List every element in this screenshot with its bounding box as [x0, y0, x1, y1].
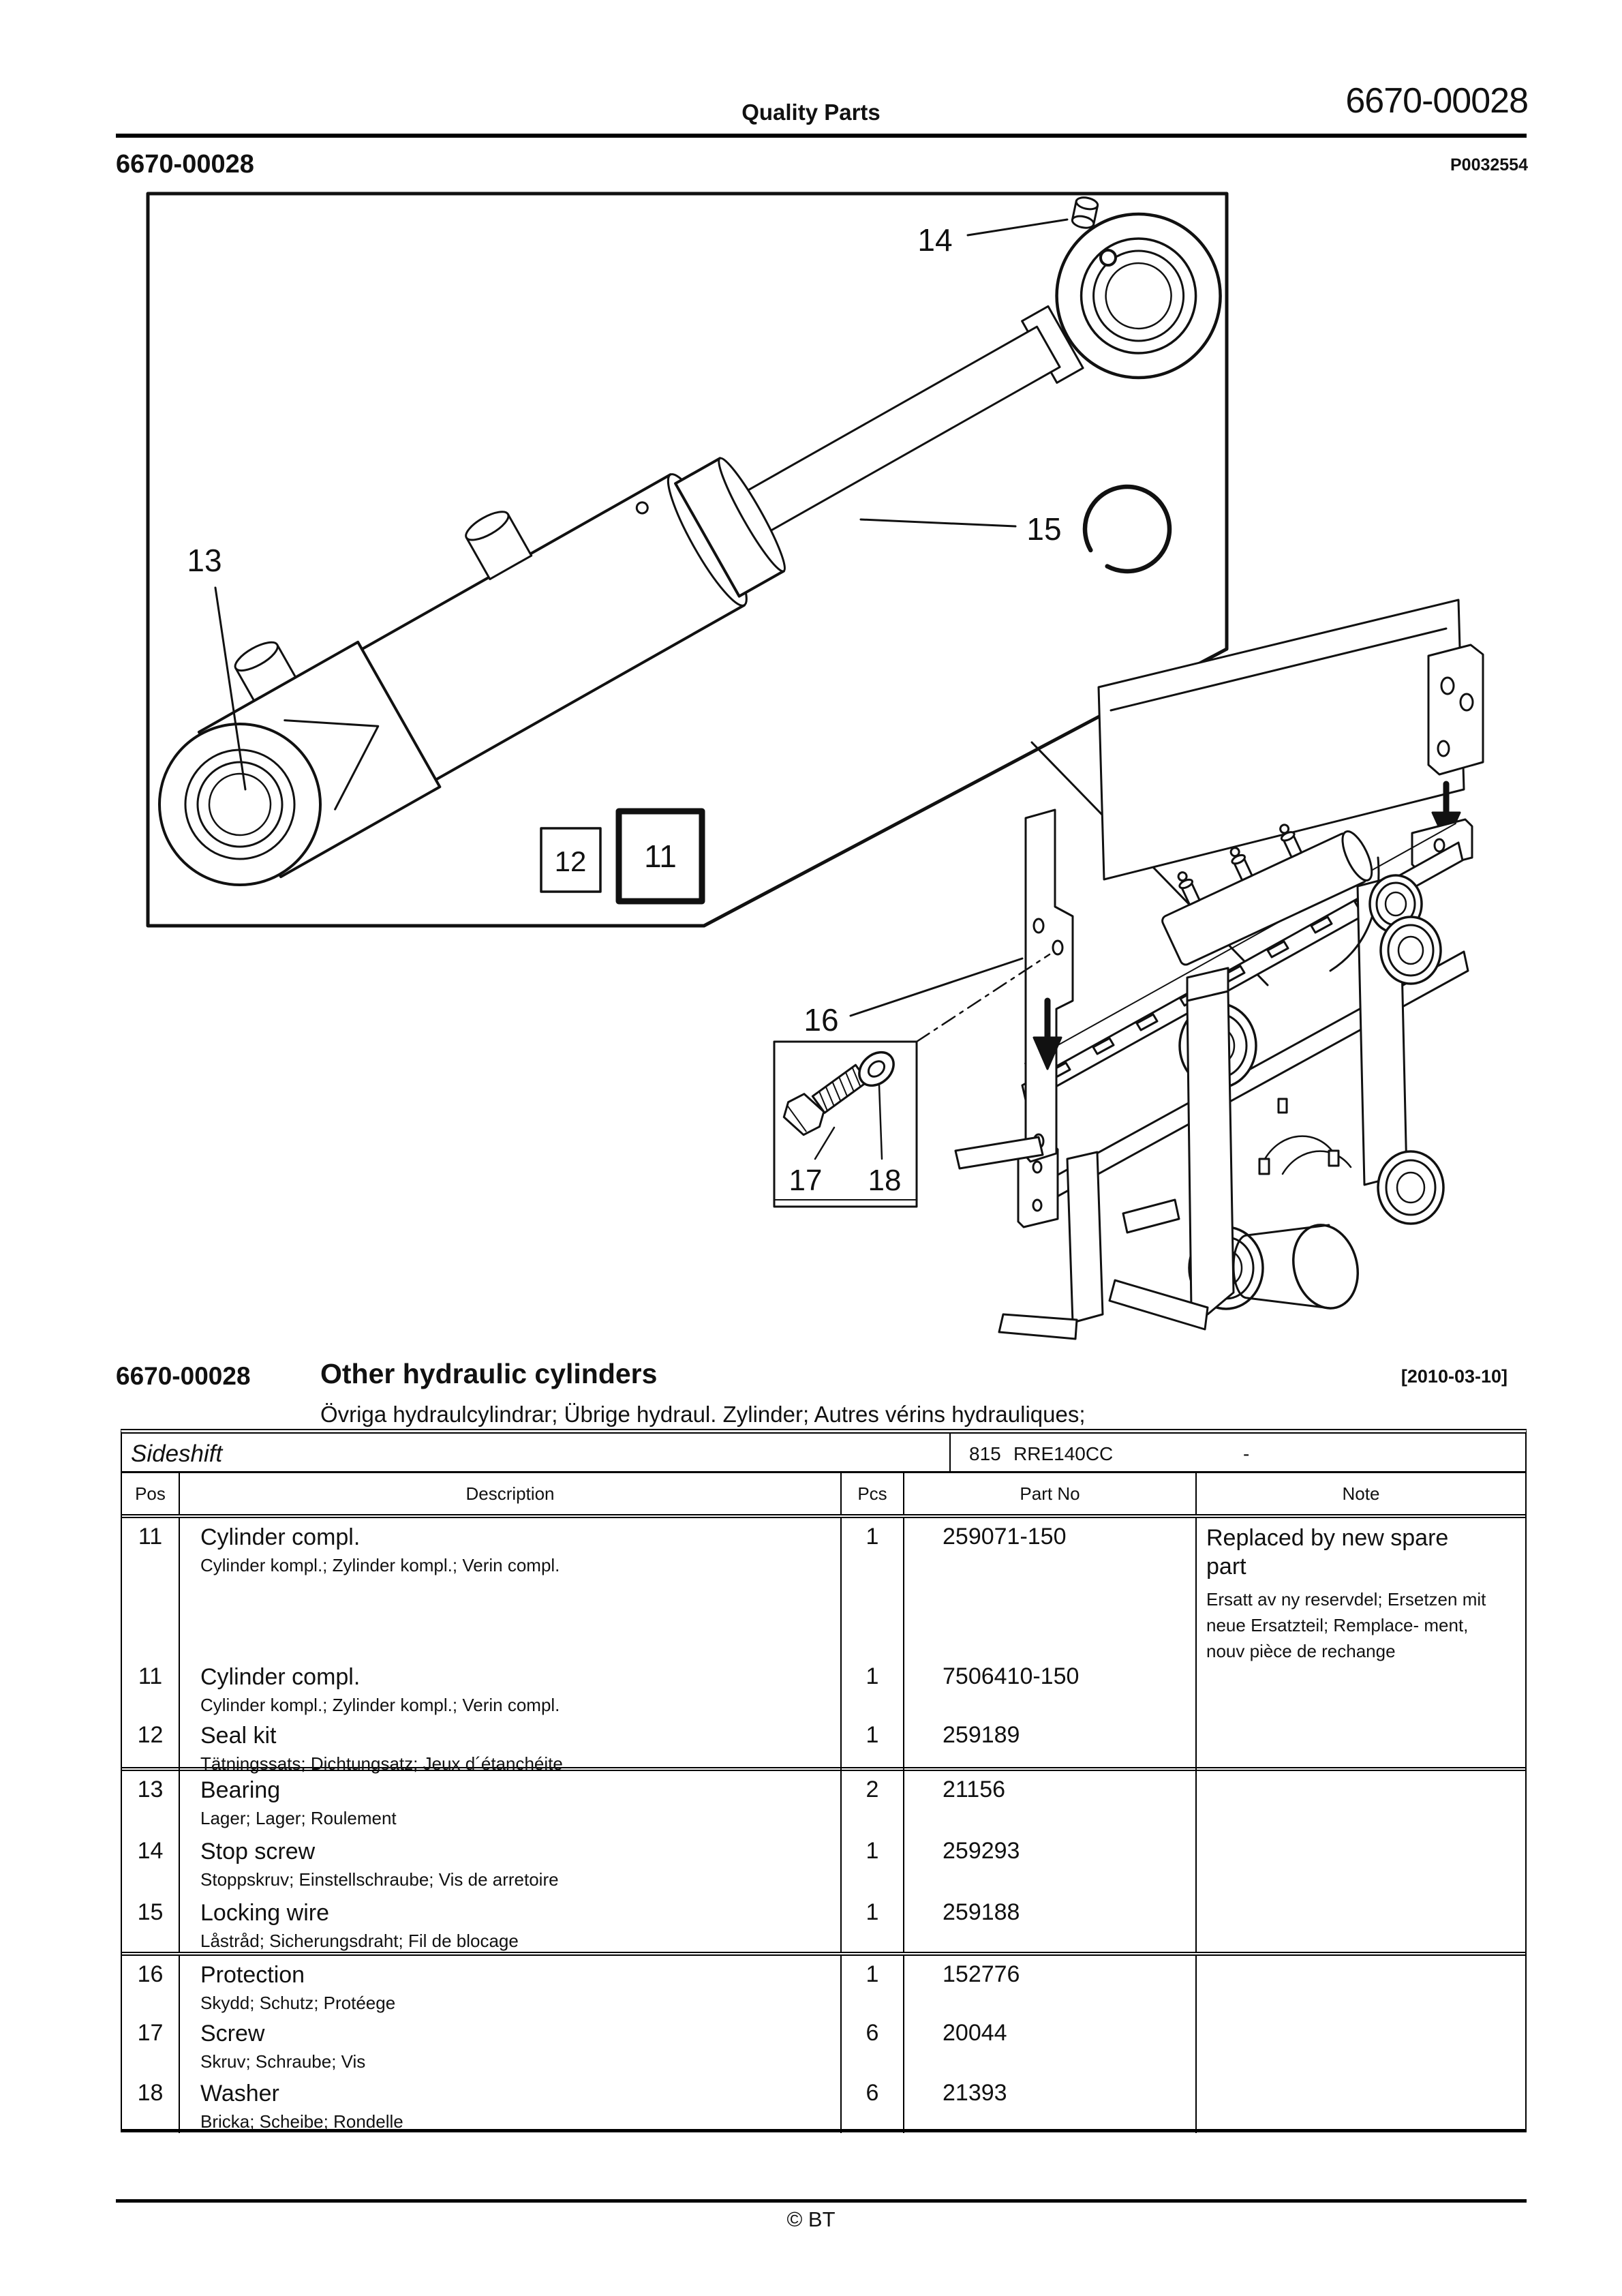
description-sub: Stoppskruv; Einstellschraube; Vis de arretoire: [200, 1869, 559, 1890]
cell-part-no: 20044: [904, 2014, 1197, 2074]
table-row: [122, 2014, 1525, 2074]
model-code: 815: [969, 1443, 1001, 1464]
cell-note: [1197, 1717, 1525, 1775]
tilt-cylinder-drum: [1285, 1218, 1367, 1316]
description-sub: Lager; Lager; Roulement: [200, 1808, 397, 1828]
cell-pos: 17: [122, 2014, 180, 2074]
locking-wire-drawing: [1069, 471, 1184, 586]
cell-pcs: 1: [842, 1717, 904, 1775]
cell-part-no: 259293: [904, 1832, 1197, 1894]
cell-part-no: 259189: [904, 1717, 1197, 1775]
cell-description: [180, 1894, 842, 1952]
cell-pos: 11: [122, 1658, 180, 1717]
table-row: [122, 1832, 1525, 1894]
description-main: Washer: [200, 2081, 279, 2106]
col-header-pcs: Pcs: [842, 1473, 904, 1514]
cell-pcs: 6: [842, 2074, 904, 2133]
description-sub: Skydd; Schutz; Protéege: [200, 1993, 396, 2013]
section-number: 6670-00028: [116, 1362, 251, 1390]
fork: [1187, 991, 1234, 1314]
description-sub: Cylinder kompl.; Zylinder kompl.; Verin compl.: [200, 1695, 560, 1715]
description-main: Locking wire: [200, 1900, 329, 1926]
cell-description: [180, 1518, 842, 1664]
description-sub: Tätningssats; Dichtungsatz; Jeux d´étanchéite: [200, 1753, 563, 1774]
cell-pos: 18: [122, 2074, 180, 2133]
callout-17: 17: [789, 1164, 823, 1197]
fork: [1067, 1152, 1103, 1323]
revision-date: [2010-03-10]: [1401, 1366, 1508, 1387]
table-row: [122, 1767, 1525, 1832]
cell-note: [1197, 2014, 1525, 2074]
stop-screw-seat: [1101, 250, 1116, 265]
callout-11: 11: [644, 839, 677, 874]
callout-16: 16: [804, 1002, 839, 1038]
cell-pcs: 2: [842, 1771, 904, 1832]
cell-pos: 15: [122, 1894, 180, 1952]
section-subtitle: Övriga hydraulcylindrar; Übrige hydraul. Zylinder; Autres vérins hydrauliques;: [320, 1402, 1086, 1427]
cell-pcs: 1: [842, 1832, 904, 1894]
callout-16-leader: [851, 958, 1022, 1016]
cell-note: [1197, 1832, 1525, 1894]
sideshift-carriage-drawing: [955, 600, 1483, 1339]
doc-number: 6670-00028: [116, 150, 254, 179]
table-row: [122, 1894, 1525, 1952]
table-header-row: [122, 1473, 1525, 1518]
description-main: Cylinder compl.: [200, 1524, 361, 1550]
description-sub: Skruv; Schraube; Vis: [200, 2051, 366, 2072]
cell-pos: 16: [122, 1956, 180, 2014]
image-reference: P0032554: [1450, 155, 1528, 175]
page-header-title: Quality Parts: [741, 100, 881, 125]
cell-note: [1197, 2074, 1525, 2133]
parts-table: [121, 1429, 1527, 2132]
cell-note: [1197, 1894, 1525, 1952]
description-sub: Cylinder kompl.; Zylinder kompl.; Verin compl.: [200, 1555, 560, 1575]
cell-part-no: 21393: [904, 2074, 1197, 2133]
table-group-band: [122, 1434, 1525, 1473]
cell-description: [180, 2074, 842, 2133]
protection-plate: [1026, 810, 1073, 1162]
cell-description: [180, 2014, 842, 2074]
description-main: Protection: [200, 1962, 305, 1988]
cell-note: [1197, 1956, 1525, 2014]
cell-description: [180, 1832, 842, 1894]
description-main: Screw: [200, 2021, 265, 2046]
model-extra: -: [1243, 1443, 1250, 1464]
cell-part-no: 259188: [904, 1894, 1197, 1952]
col-header-part-no: Part No: [904, 1473, 1197, 1514]
description-main: Stop screw: [200, 1839, 316, 1864]
section-title: Other hydraulic cylinders: [320, 1358, 658, 1389]
callout-13: 13: [187, 543, 222, 578]
cell-pcs: 1: [842, 1518, 904, 1664]
cell-pcs: 1: [842, 1658, 904, 1717]
stop-screw-drawing: [1071, 196, 1099, 230]
copyright: © BT: [786, 2207, 836, 2231]
hydraulic-cylinder-drawing: [106, 143, 1251, 917]
model-cell: [951, 1434, 1525, 1471]
description-main: Seal kit: [200, 1723, 277, 1749]
callout-15: 15: [1026, 511, 1062, 547]
cell-pos: 11: [122, 1518, 180, 1664]
cell-description: [180, 1771, 842, 1832]
cell-pos: 13: [122, 1771, 180, 1832]
cell-pcs: 6: [842, 2014, 904, 2074]
description-sub: Bricka; Scheibe; Rondelle: [200, 2111, 403, 2132]
description-main: Cylinder compl.: [200, 1664, 361, 1690]
note-sub: Ersatt av ny reservdel; Ersetzen mit neue Ersatzteil; Remplace- ment, nouv pièce de rechange: [1206, 1589, 1486, 1661]
cell-part-no: 21156: [904, 1771, 1197, 1832]
cell-part-no: 152776: [904, 1956, 1197, 2014]
description-main: Bearing: [200, 1777, 281, 1803]
description-sub: Låstråd; Sicherungsdraht; Fil de blocage: [200, 1931, 519, 1951]
cell-note: [1197, 1771, 1525, 1832]
cell-pos: 12: [122, 1717, 180, 1775]
callout-12: 12: [554, 845, 587, 877]
cell-part-no: 259071-150: [904, 1518, 1197, 1664]
col-header-note: Note: [1342, 1483, 1380, 1504]
group-title: Sideshift: [122, 1434, 951, 1471]
cell-note: [1197, 1658, 1525, 1717]
col-header-description: Description: [180, 1473, 842, 1514]
callout-14: 14: [917, 222, 953, 258]
table-row: [122, 1518, 1525, 1661]
cell-description: [180, 1717, 842, 1775]
model-name: RRE140CC: [1013, 1443, 1114, 1464]
cell-description: [180, 1956, 842, 2014]
callout-18: 18: [868, 1164, 902, 1197]
callout-15-leader: [861, 519, 1015, 526]
cell-pcs: 1: [842, 1956, 904, 2014]
cell-pcs: 1: [842, 1894, 904, 1952]
cell-note: [1197, 1518, 1525, 1664]
table-row: [122, 1717, 1525, 1774]
cell-part-no: 7506410-150: [904, 1658, 1197, 1717]
table-row: [122, 2074, 1525, 2132]
cell-pos: 14: [122, 1832, 180, 1894]
callout-14-leader: [968, 220, 1067, 235]
table-row: [122, 1658, 1525, 1717]
cell-description: [180, 1658, 842, 1717]
table-row: [122, 1952, 1525, 2014]
note-main: Replaced by new spare part: [1206, 1525, 1449, 1580]
footer-rule: [116, 2199, 1527, 2203]
page-header-doc-number: 6670-00028: [1345, 81, 1528, 121]
col-header-pos: Pos: [122, 1473, 180, 1514]
